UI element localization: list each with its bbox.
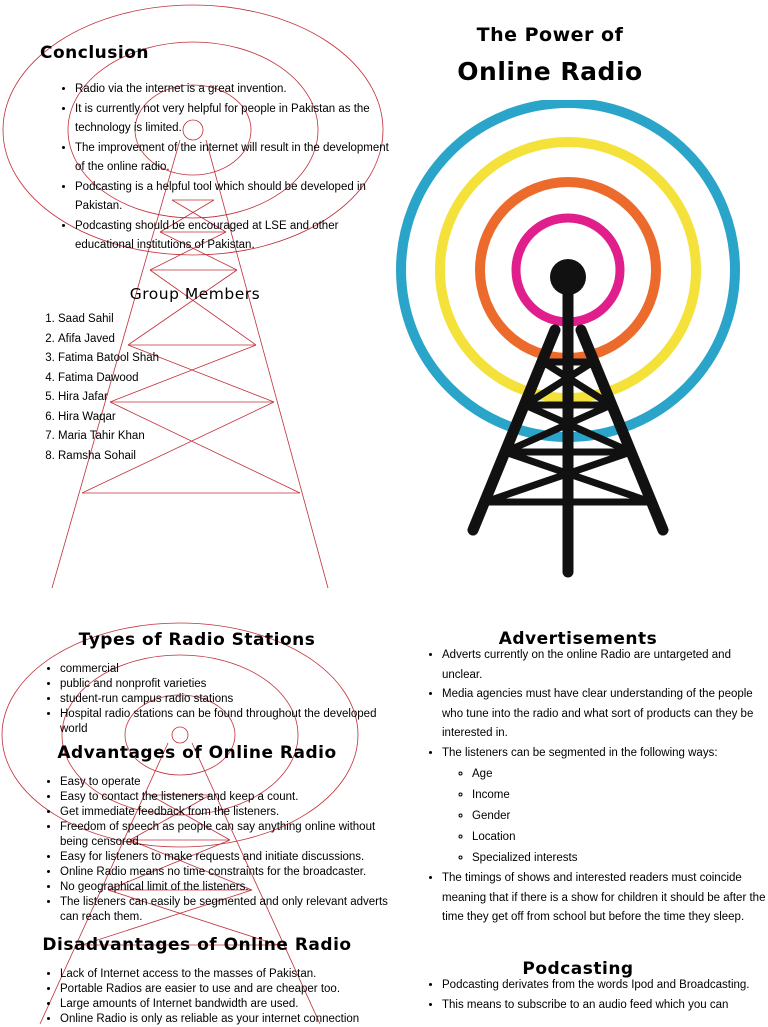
list-item: • Media agencies must have clear understanding of the people who tune into the radio and what sort of products can they be interested in. (442, 685, 768, 744)
list-item: • Easy to operate (60, 775, 400, 790)
list-item: • The improvement of the internet will result in the development of the online radio. (75, 139, 395, 178)
list-item: 4. Fatima Dawood (58, 369, 278, 389)
disadvantages-heading: Disadvantages of Online Radio (42, 935, 352, 955)
list-item: • It is currently not very helpful for people in Pakistan as the technology is limited. (75, 100, 395, 139)
list-item: • The timings of shows and interested readers must coincide meaning that if there is a show for children it should be after the time they get off from school but before the time they sleep. (442, 869, 768, 928)
advertisements-heading: Advertisements (498, 629, 658, 649)
list-item: • public and nonprofit varieties (60, 677, 380, 692)
list-item: • Podcasting is a helpful tool which should be developed in Pakistan. (75, 178, 395, 217)
advantages-list (42, 775, 400, 925)
page-title: Online Radio (457, 57, 643, 86)
advantages-heading: Advantages of Online Radio (57, 743, 337, 763)
types-list (42, 662, 380, 737)
list-item: 8. Ramsha Sohail (58, 447, 278, 467)
advertisements-list (424, 646, 768, 928)
list-item: • Freedom of speech as people can say anything online without being censored. (60, 820, 400, 850)
list-item: 2. Afifa Javed (58, 330, 278, 350)
list-item: • Podcasting should be encouraged at LSE and other educational institutions of Pakistan. (75, 217, 395, 256)
podcasting-heading: Podcasting (522, 959, 634, 979)
segments-intro: The listeners can be segmented in the following ways: (442, 746, 718, 759)
segments-list (442, 764, 768, 869)
list-item (442, 744, 768, 870)
list-item: • Portable Radios are easier to use and are cheaper too. (60, 982, 400, 997)
radio-tower-icon (385, 100, 755, 590)
title-line-1: The Power of (476, 24, 624, 46)
list-item: • Easy for listeners to make requests and initiate discussions. (60, 850, 400, 865)
list-item: 5. Hira Jafar (58, 388, 278, 408)
podcasting-list (424, 976, 768, 1015)
list-item: ◦ Income (472, 785, 768, 806)
list-item: ◦ Specialized interests (472, 848, 768, 869)
types-heading: Types of Radio Stations (78, 630, 316, 650)
list-item: • Lack of Internet access to the masses of Pakistan. (60, 967, 400, 982)
conclusion-heading: Conclusion (40, 43, 149, 63)
group-members-list (40, 310, 278, 466)
list-item: 1. Saad Sahil (58, 310, 278, 330)
list-item: • Get immediate feedback from the listeners. (60, 805, 400, 820)
list-item: ◦ Age (472, 764, 768, 785)
list-item: • No geographical limit of the listeners. (60, 880, 400, 895)
list-item: • Podcasting derivates from the words Ipod and Broadcasting. (442, 976, 768, 996)
list-item: • This means to subscribe to an audio feed which you can (442, 996, 768, 1016)
list-item: • Hospital radio stations can be found throughout the developed world (60, 707, 380, 737)
list-item: ◦ Gender (472, 806, 768, 827)
list-item: • The listeners can easily be segmented and only relevant adverts can reach them. (60, 895, 400, 925)
list-item: • Large amounts of Internet bandwidth are used. (60, 997, 400, 1012)
group-members-heading: Group Members (129, 285, 261, 303)
list-item: ◦ Location (472, 827, 768, 848)
list-item: 6. Hira Waqar (58, 408, 278, 428)
list-item: • Adverts currently on the online Radio are untargeted and unclear. (442, 646, 768, 685)
conclusion-list (57, 80, 395, 256)
list-item: • Radio via the internet is a great invention. (75, 80, 395, 100)
list-item: • Online Radio means no time constraints for the broadcaster. (60, 865, 400, 880)
list-item: • Online Radio is only as reliable as your internet connection (60, 1012, 400, 1027)
list-item: • student-run campus radio stations (60, 692, 380, 707)
list-item: • commercial (60, 662, 380, 677)
list-item: 7. Maria Tahir Khan (58, 427, 278, 447)
list-item: 3. Fatima Batool Shah (58, 349, 278, 369)
disadvantages-list (42, 967, 400, 1027)
list-item: • Easy to contact the listeners and keep a count. (60, 790, 400, 805)
